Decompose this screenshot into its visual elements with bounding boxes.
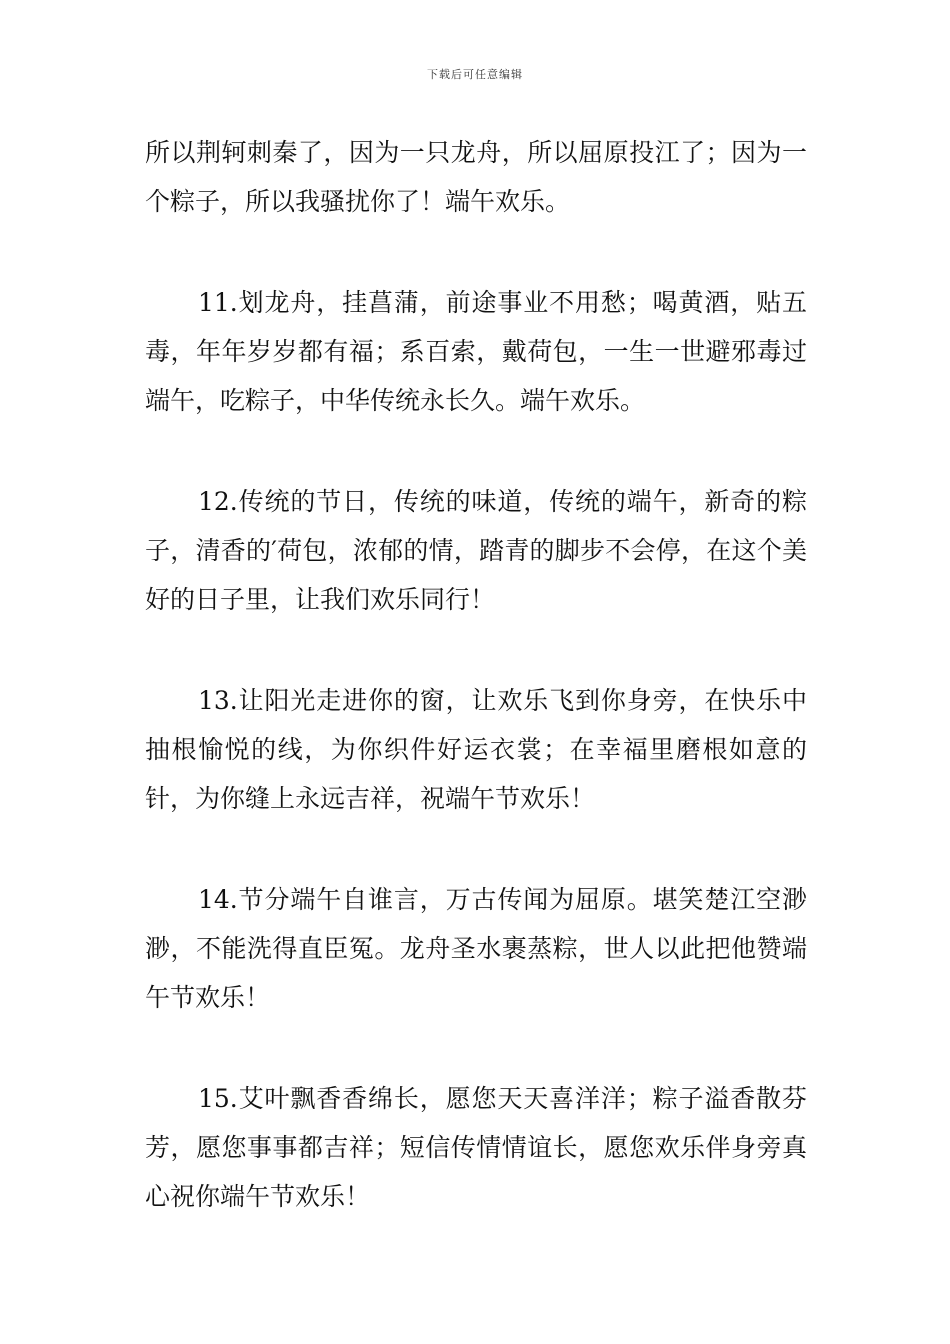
paragraph-12: 12.传统的节日，传统的味道，传统的端午，新奇的粽子，清香的′荷包，浓郁的情，踏青的脚步不会停，在这个美好的日子里，让我们欢乐同行！ (145, 487, 807, 614)
paragraph-15: 15.艾叶飘香香绵长，愿您天天喜洋洋；粽子溢香散芬芳，愿您事事都吉祥；短信传情情谊长，愿您欢乐伴身旁真心祝你端午节欢乐！ (145, 1084, 807, 1211)
document-body (145, 128, 807, 1273)
paragraph-continued: 所以荆轲刺秦了，因为一只龙舟，所以屈原投江了；因为一个粽子，所以我骚扰你了！端午欢乐。 (145, 138, 807, 216)
paragraph-11: 11.划龙舟，挂菖蒲，前途事业不用愁；喝黄酒，贴五毒，年年岁岁都有福；系百索，戴荷包，一生一世避邪毒过端午，吃粽子，中华传统永长久。端午欢乐。 (145, 288, 807, 415)
paragraph-14: 14.节分端午自谁言，万古传闻为屈原。堪笑楚江空渺渺，不能洗得直臣冤。龙舟圣水裹蒸粽，世人以此把他赞端午节欢乐！ (145, 885, 807, 1012)
page-header: 下载后可任意编辑 (427, 68, 523, 81)
paragraph-13: 13.让阳光走进你的窗，让欢乐飞到你身旁，在快乐中抽根愉悦的线，为你织件好运衣裳；在幸福里磨根如意的针，为你缝上永远吉祥，祝端午节欢乐！ (145, 686, 807, 813)
